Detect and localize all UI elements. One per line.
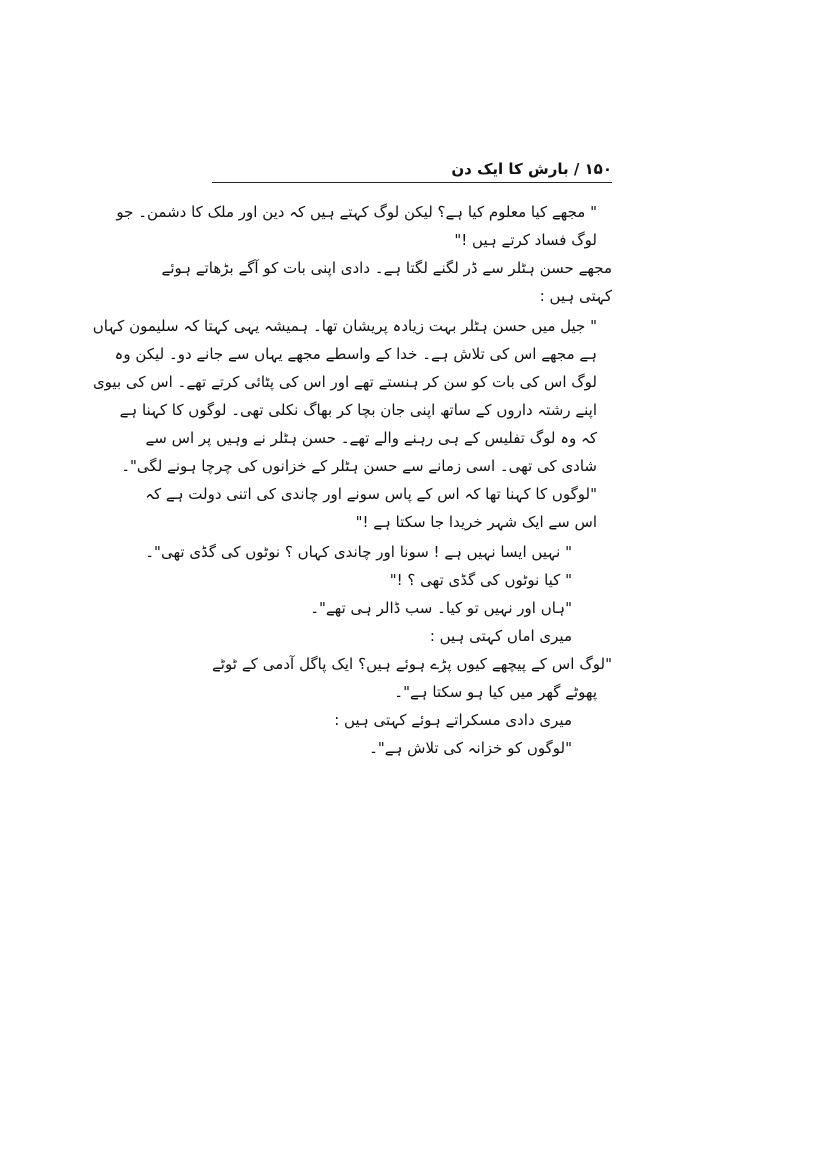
text-line: پھوٹے گھر میں کیا ہو سکتا ہے"۔ bbox=[394, 683, 597, 701]
text-line: " جیل میں حسن ہٹلر بہت زیادہ پریشان تھا۔ ہمیشہ یہی کہتا کہ سلیمون کہاں bbox=[92, 317, 597, 335]
header-rule bbox=[212, 182, 612, 183]
text-line: میری دادی مسکراتے ہوئے کہتی ہیں : bbox=[334, 711, 572, 729]
text-line: "لوگ اس کے پیچھے کیوں پڑے ہوئے ہیں؟ ایک پاگل آدمی کے ٹوٹے bbox=[212, 655, 612, 673]
text-line: " مجھے کیا معلوم کیا ہے؟ لیکن لوگ کہتے ہیں کہ دین اور ملک کا دشمن۔ جو bbox=[116, 203, 597, 221]
text-line: کہ وہ لوگ تفلیس کے ہی رہنے والے تھے۔ حسن ہٹلر نے وہیں پر اس سے bbox=[145, 429, 597, 447]
running-header: ۱۵۰ / بارش کا ایک دن bbox=[451, 160, 612, 178]
text-line: " نہیں ایسا نہیں ہے ! سونا اور چاندی کہاں ؟ نوٹوں کی گڈی تھی"۔ bbox=[145, 543, 572, 561]
text-line: "لوگوں کو خزانہ کی تلاش ہے"۔ bbox=[369, 739, 572, 757]
text-line: شادی کی تھی۔ اسی زمانے سے حسن ہٹلر کے خزانوں کی چرچا ہونے لگی"۔ bbox=[121, 457, 597, 475]
text-line: مجھے حسن ہٹلر سے ڈر لگنے لگتا ہے۔ دادی اپنی بات کو آگے بڑھاتے ہوئے bbox=[161, 259, 612, 277]
text-line: اپنے رشتہ داروں کے ساتھ اپنی جان بچا کر بھاگ نکلی تھی۔ لوگوں کا کہنا ہے bbox=[119, 401, 597, 419]
text-line: "لوگوں کا کہنا تھا کہ اس کے پاس سونے اور چاندی کی اتنی دولت ہے کہ bbox=[145, 485, 597, 503]
text-line: لوگ فساد کرتے ہیں !" bbox=[454, 231, 597, 249]
text-line: میری اماں کہتی ہیں : bbox=[429, 627, 572, 645]
text-line: "ہاں اور نہیں تو کیا۔ سب ڈالر ہی تھے"۔ bbox=[310, 599, 572, 617]
text-line: کہتی ہیں : bbox=[539, 287, 612, 305]
text-line: " کیا نوٹوں کی گڈی تھی ؟ !" bbox=[389, 571, 572, 589]
text-line: لوگ اس کی بات کو سن کر ہنستے تھے اور اس کی پٹائی کرتے تھے۔ اس کی بیوی bbox=[92, 373, 597, 391]
text-line: ہے مجھے اس کی تلاش ہے۔ خدا کے واسطے مجھے یہاں سے جانے دو۔ لیکن وہ bbox=[114, 345, 597, 363]
text-line: اس سے ایک شہر خریدا جا سکتا ہے !" bbox=[355, 513, 597, 531]
